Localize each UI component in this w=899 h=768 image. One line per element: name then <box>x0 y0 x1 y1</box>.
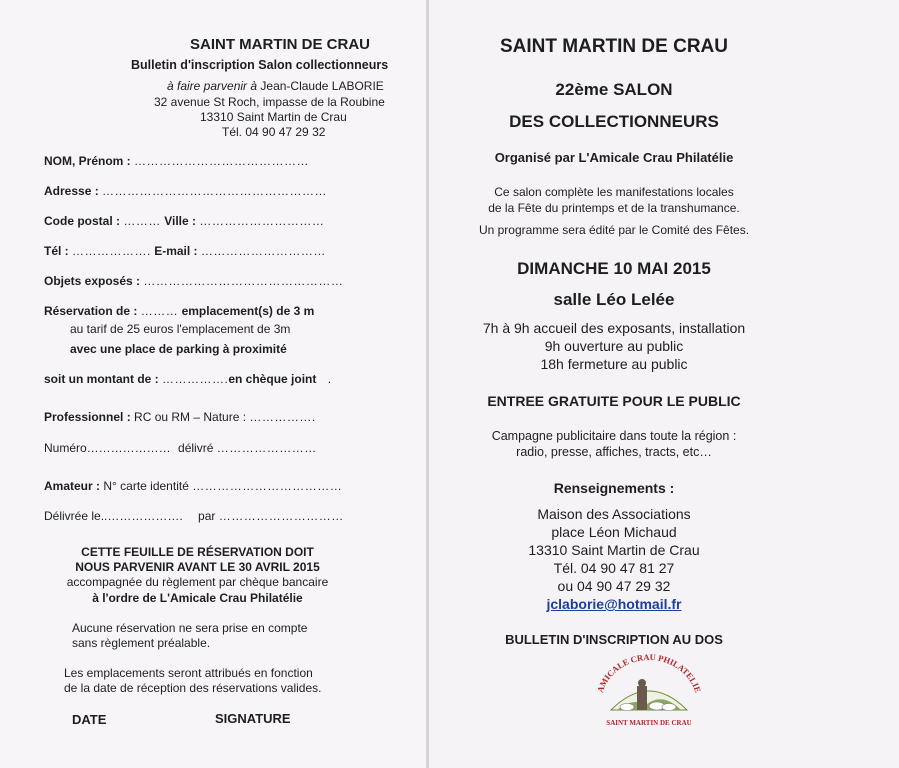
label-delivree: Délivrée le..………………. <box>44 509 183 523</box>
aucune-line-2: sans règlement préalable. <box>72 636 211 650</box>
aucune-line-1: Aucune réservation ne sera prise en compte <box>72 621 308 635</box>
tarif-line: au tarif de 25 euros l'emplacement de 3m <box>70 322 291 336</box>
form-subtitle: Bulletin d'inscription Salon collectionneurs <box>131 58 389 72</box>
dots-reservation: ……… <box>140 304 179 318</box>
dots-objets: ………………………………………… <box>143 274 344 288</box>
label-professionnel-rest: RC ou RM – Nature : <box>134 410 247 424</box>
label-objets: Objets exposés : <box>44 274 141 288</box>
dots-tel: ………………. <box>72 244 151 258</box>
dots-amateur: ……………………………… <box>192 479 343 493</box>
notice-line-2: NOUS PARVENIR AVANT LE 30 AVRIL 2015 <box>75 560 320 574</box>
contact-email-link[interactable]: jclaborie@hotmail.fr <box>546 596 682 612</box>
logo-landscape <box>611 679 687 711</box>
organiser-line: Organisé par L'Amicale Crau Philatélie <box>494 150 734 165</box>
campaign-line-1: Campagne publicitaire dans toute la région : <box>491 429 737 443</box>
label-numero: Numéro………………… <box>44 441 171 455</box>
field-nom[interactable] <box>44 155 309 167</box>
contact-place: place Léon Michaud <box>551 524 677 540</box>
registration-form-page <box>0 0 426 768</box>
send-to-address: 32 avenue St Roch, impasse de la Roubine <box>154 95 385 109</box>
free-entry-line: ENTREE GRATUITE POUR LE PUBLIC <box>487 393 741 409</box>
logo-bottom-text: SAINT MARTIN DE CRAU <box>606 719 692 727</box>
form-title: SAINT MARTIN DE CRAU <box>190 36 370 53</box>
parking-line: avec une place de parking à proximité <box>70 342 287 356</box>
notice-line-1: CETTE FEUILLE DE RÉSERVATION DOIT <box>81 545 314 559</box>
field-code-postal-ville[interactable] <box>44 215 324 227</box>
label-tel: Tél : <box>44 244 69 258</box>
field-reservation[interactable] <box>44 305 314 317</box>
notice-line-3: accompagnée du règlement par chèque bancaire <box>66 575 329 589</box>
label-nom: NOM, Prénom : <box>44 154 131 168</box>
dots-montant: ……………. <box>162 372 229 386</box>
event-title: SAINT MARTIN DE CRAU <box>500 36 728 57</box>
field-numero[interactable] <box>44 442 317 454</box>
field-amateur[interactable] <box>44 480 342 492</box>
schedule-line-1: 7h à 9h accueil des exposants, installation <box>482 320 746 336</box>
dots-delivre: …………………… <box>216 441 317 455</box>
notice-line-4: à l'ordre de L'Amicale Crau Philatélie <box>92 591 303 605</box>
description-line-1: Ce salon complète les manifestations locales <box>494 185 734 199</box>
field-montant[interactable] <box>44 373 331 385</box>
contact-org: Maison des Associations <box>537 506 691 522</box>
dots-ville: ………………………… <box>199 214 325 228</box>
bulletin-back-note: BULLETIN D'INSCRIPTION AU DOS <box>505 632 723 647</box>
send-to-name: Jean-Claude LABORIE <box>260 79 384 93</box>
contact-phone-1: Tél. 04 90 47 81 27 <box>553 560 675 576</box>
send-to-phone: Tél. 04 90 47 29 32 <box>222 125 326 139</box>
contact-phone-2: ou 04 90 47 29 32 <box>557 578 671 594</box>
label-email: E-mail : <box>154 244 198 258</box>
field-professionnel[interactable] <box>44 411 316 423</box>
label-delivre: délivré <box>178 441 214 455</box>
label-amateur: Amateur : <box>44 479 101 493</box>
emplacements-line-2: de la date de réception des réservations valides. <box>64 681 322 695</box>
label-adresse: Adresse : <box>44 184 99 198</box>
shepherd-figure <box>637 686 647 710</box>
label-ville: Ville : <box>164 214 196 228</box>
send-to-line <box>167 80 384 92</box>
montant-end: . <box>327 372 332 386</box>
send-to-city: 13310 Saint Martin de Crau <box>200 110 347 124</box>
signature-label: SIGNATURE <box>215 711 291 726</box>
dots-email: ………………………… <box>200 244 326 258</box>
label-amateur-rest: N° carte identité <box>103 479 189 493</box>
schedule-line-2: 9h ouverture au public <box>544 338 684 354</box>
send-to-prefix: à faire parvenir à <box>167 79 258 93</box>
description-line-3: Un programme sera édité par le Comité des Fêtes. <box>478 223 750 237</box>
label-montant: soit un montant de : <box>44 372 159 386</box>
label-montant-tail: en chèque joint <box>228 372 317 386</box>
campaign-line-2: radio, presse, affiches, tracts, etc… <box>516 445 712 459</box>
event-info-page <box>429 0 899 768</box>
dots-nom: …………………………………… <box>134 154 310 168</box>
label-professionnel: Professionnel : <box>44 410 131 424</box>
description-line-2: de la Fête du printemps et de la transhumance. <box>488 201 740 215</box>
salon-line-2: DES COLLECTIONNEURS <box>509 112 719 131</box>
amicale-crau-philatelie-logo <box>591 652 707 732</box>
label-reservation: Réservation de : <box>44 304 138 318</box>
event-venue: salle Léo Lelée <box>553 290 675 309</box>
field-tel-email[interactable] <box>44 245 326 257</box>
label-par: par <box>198 509 216 523</box>
contact-email-row <box>429 597 799 611</box>
info-heading: Renseignements : <box>553 480 675 496</box>
field-delivree[interactable] <box>44 510 344 522</box>
schedule-line-3: 18h fermeture au public <box>540 356 688 372</box>
date-label: DATE <box>72 712 107 727</box>
event-date: DIMANCHE 10 MAI 2015 <box>517 259 711 278</box>
dots-adresse: ……………………………………………… <box>102 184 328 198</box>
logo-arc-text: AMICALE CRAU PHILATELIE <box>594 652 704 694</box>
field-objets[interactable] <box>44 275 343 287</box>
salon-line-1: 22ème SALON <box>555 80 673 99</box>
dots-professionnel: ……………. <box>249 410 316 424</box>
contact-city: 13310 Saint Martin de Crau <box>528 542 700 558</box>
field-adresse[interactable] <box>44 185 327 197</box>
label-reservation-tail: emplacement(s) de 3 m <box>181 304 315 318</box>
dots-code-postal: ……… <box>123 214 161 228</box>
label-code-postal: Code postal : <box>44 214 121 228</box>
emplacements-line-1: Les emplacements seront attribués en fonction <box>64 666 313 680</box>
dots-par: ………………………… <box>218 509 344 523</box>
